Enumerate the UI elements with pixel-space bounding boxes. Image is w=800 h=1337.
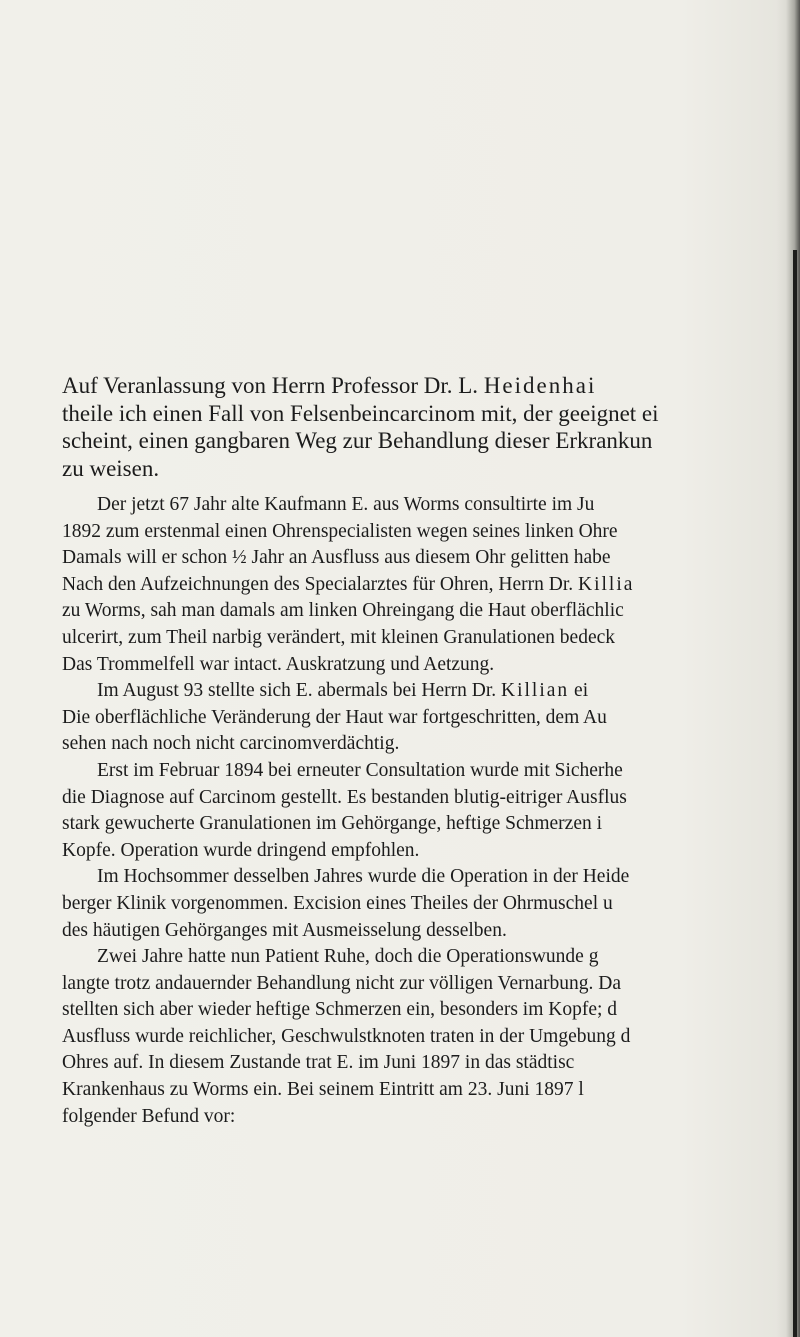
name-killian: Killia: [578, 573, 635, 595]
name-killian: Killian: [501, 680, 570, 702]
text-line: Im Hochsommer desselben Jahres wurde die Operation in der Heide: [97, 866, 630, 888]
opening-line-3: scheint, einen gangbaren Weg zur Behandlung dieser Erkrankun: [62, 428, 653, 453]
text-line: Zwei Jahre hatte nun Patient Ruhe, doch die Operationswunde g: [97, 946, 599, 968]
case-report: [62, 492, 800, 1130]
text-line: zu Worms, sah man damals am linken Ohreingang die Haut oberflächlic: [62, 600, 624, 622]
text-line: Damals will er schon ½ Jahr an Ausfluss aus diesem Ohr gelitten habe: [62, 547, 611, 569]
text-line: folgender Befund vor:: [62, 1105, 236, 1127]
text-line: ulcerirt, zum Theil narbig verändert, mit kleinen Granulationen bedeck: [62, 626, 616, 648]
text-line: Das Trommelfell war intact. Auskratzung und Aetzung.: [62, 653, 495, 675]
text-line: Ohres auf. In diesem Zustande trat E. im Juni 1897 in das städtisc: [62, 1052, 575, 1074]
name-heidenhain: Heidenhai: [483, 373, 597, 398]
text-line: die Diagnose auf Carcinom gestellt. Es bestanden blutig-eitriger Ausflus: [62, 786, 627, 808]
text-line: des häutigen Gehörganges mit Ausmeisselung desselben.: [62, 919, 507, 941]
text-line: Krankenhaus zu Worms ein. Bei seinem Eintritt am 23. Juni 1897 l: [62, 1079, 584, 1101]
text-line: Kopfe. Operation wurde dringend empfohlen.: [62, 839, 420, 861]
text-line: Im August 93 stellte sich E. abermals bei Herrn Dr. Killian ei: [97, 680, 589, 702]
main-text: [62, 372, 800, 1130]
text-line: langte trotz andauernder Behandlung nicht zur völligen Vernarbung. Da: [62, 972, 621, 994]
opening-line-2: theile ich einen Fall von Felsenbeincarcinom mit, der geeignet ei: [62, 400, 659, 426]
text-line: Der jetzt 67 Jahr alte Kaufmann E. aus Worms consultirte im Ju: [97, 494, 595, 515]
text-line: 1892 zum erstenmal einen Ohrenspecialisten wegen seines linken Ohre: [62, 520, 618, 542]
text-line: stellten sich aber wieder heftige Schmerzen ein, besonders im Kopfe; d: [62, 999, 618, 1021]
text-line: berger Klinik vorgenommen. Excision eines Theiles der Ohrmuschel u: [62, 892, 613, 914]
opening-paragraph: [62, 372, 800, 482]
opening-line-4: zu weisen.: [62, 455, 160, 481]
text-line: sehen nach noch nicht carcinomverdächtig.: [62, 733, 400, 755]
text-line: Erst im Februar 1894 bei erneuter Consultation wurde mit Sicherhe: [97, 759, 623, 781]
text-line: Nach den Aufzeichnungen des Specialarztes für Ohren, Herrn Dr. Killia: [62, 573, 635, 595]
opening-line-1: Auf Veranlassung von Herrn Professor Dr. L. Heidenhai: [62, 373, 597, 398]
text-line: stark gewucherte Granulationen im Gehörgange, heftige Schmerzen i: [62, 813, 603, 835]
text-line: Die oberflächliche Veränderung der Haut war fortgeschritten, dem Au: [62, 706, 607, 728]
text-line: Ausfluss wurde reichlicher, Geschwulstknoten traten in der Umgebung d: [62, 1025, 631, 1047]
binding-edge: [793, 250, 797, 1337]
